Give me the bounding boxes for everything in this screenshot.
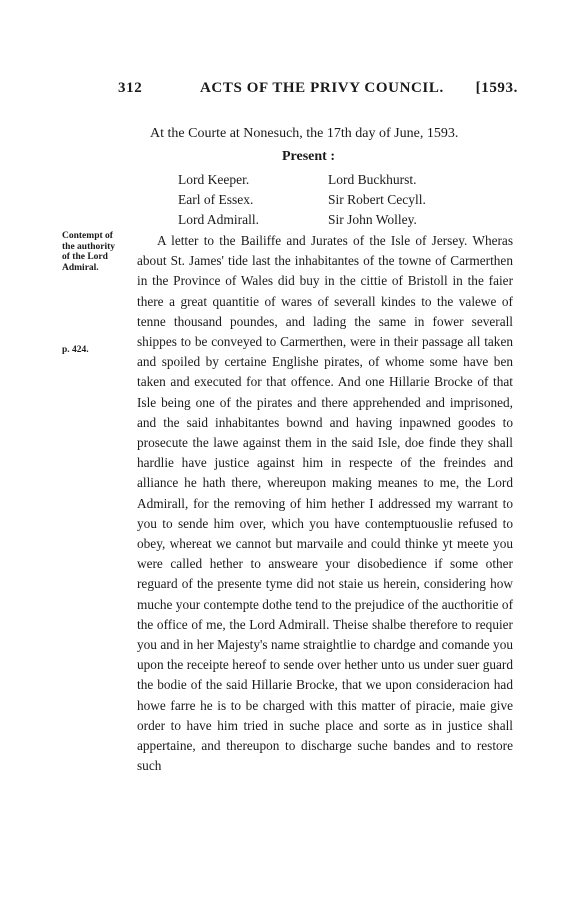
margin-page-reference: p. 424. [62,345,89,355]
header-title: ACTS OF THE PRIVY COUNCIL. [200,80,444,96]
meeting-line: At the Courte at Nonesuch, the 17th day of June, 1593. [150,126,459,141]
header-year: [1593. [475,80,518,96]
present-label: Present : [282,149,335,164]
attendees-row [178,172,518,192]
attendee: Sir John Wolley. [328,212,417,227]
attendees-row [178,192,518,212]
margin-note: Contempt of the authority of the Lord Admiral. [62,231,116,273]
attendee: Lord Buckhurst. [328,172,417,187]
running-header [118,80,518,102]
letter-body: A letter to the Bailiffe and Jurates of the Isle of Jersey. Wheras about St. James' tide last the inhabitantes of the towne of Carmerthen in the Province of Wales did buy in the cittie of Bristoll in the faier there a great quantitie of wares of severall kindes to the valewe of tenne thousand poundes, and lading the same in fower severall shippes to be conveyed to Carmerthen, were in their passage all taken and spoiled by certaine Englishe pirates, of whome some have ben taken and executed for that offence. And one Hillarie Brocke of that Isle being one of the pirates and there apprehended and imprisoned, and the said inhabitantes bownd and having inpawned goodes to prosecute the lawe against them in the said Isle, doe finde they shall hardlie have justice against him in respecte of the freindes and alliance he hath there, whereupon making meanes to me, the Lord Admirall, for the removing of him hether I addressed my warrant to you to sende him over, which you have contemptuouslie refused to obey, whereat we cannot but marvaile and could thinke yt meete you were called hether to answeare your disobedience if some other reguard of the presente tyme did not staie us herein, considering how muche your contempte dothe tend to the prejudice of the aucthoritie of the office of me, the Lord Admirall. Theise shalbe therefore to requier you and in her Majesty's name straightlie to chardge and comande you upon the receipte hereof to sende over hether unto us under suer guard the bodie of the said Hillarie Brocke, that we upon consideracion had howe farre he is to be charged with this matter of piracie, maie give order to have him tried in suche place and sorte as in justice shall appertaine, and thereupon to discharge suche bandes and to restore such [137,233,513,774]
attendee: Earl of Essex. [178,192,254,207]
attendee: Lord Keeper. [178,172,250,187]
attendee: Lord Admirall. [178,212,259,227]
page-number: 312 [118,80,143,96]
attendee: Sir Robert Cecyll. [328,192,426,207]
attendees-row [178,212,518,232]
attendees-list [178,172,518,232]
